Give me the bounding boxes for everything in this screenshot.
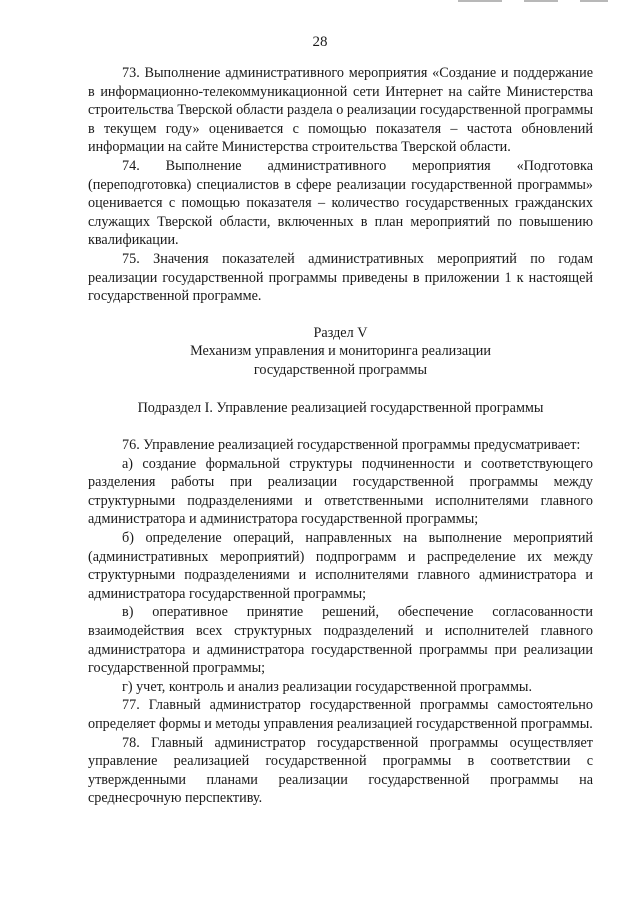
paragraph-74: 74. Выполнение административного мероприятия «Подготовка (переподготовка) специалистов в сфере реализации государственной программы» оценивается с помощью показателя – количество государственных гражданских служащих Тверской области, включенных в план мероприятий по повышению квалификации.: [88, 157, 593, 249]
subsection-title: Подраздел I. Управление реализацией государственной программы: [137, 399, 544, 416]
list-item-g: г) учет, контроль и анализ реализации государственной программы.: [122, 678, 533, 695]
paragraph-75: 75. Значения показателей административных мероприятий по годам реализации государственной программы приведены в приложении 1 к настоящей государственной программе.: [88, 250, 593, 305]
document-body: [88, 64, 593, 808]
header-scan-marks: [458, 0, 608, 3]
section-title-line-2: государственной программы: [253, 361, 428, 378]
list-item-v: в) оперативное принятие решений, обеспечение согласованности взаимодействия всех структурных подразделений и исполнителей главного администратора и администратора государственной программы при реализации государственной программы;: [88, 604, 593, 677]
page-number: 28: [312, 34, 328, 50]
section-heading: [88, 324, 593, 380]
paragraph-78: 78. Главный администратор государственной программы осуществляет управление реализацией государственной программы в соответствии с утвержденными планами реализации государственной программы на среднесрочную перспективу.: [88, 734, 593, 807]
paragraph-76: 76. Управление реализацией государственной программы предусматривает:: [122, 437, 581, 454]
section-number: Раздел V: [313, 324, 368, 341]
paragraph-73: 73. Выполнение административного мероприятия «Создание и поддержание в информационно-телекоммуникационной сети Интернет на сайте Министерства строительства Тверской области раздела о реализации государственной программы в текущем году» оценивается с помощью показателя – частота обновлений информации на сайте Министерства строительства Тверской области.: [88, 65, 593, 156]
paragraph-77: 77. Главный администратор государственной программы самостоятельно определяет формы и методы управления реализацией государственной программы.: [88, 697, 593, 732]
section-title-line-1: Механизм управления и мониторинга реализации: [190, 343, 491, 360]
list-item-a: а) создание формальной структуры подчиненности и соответствующего разделения работы при реализации государственной программы между структурными подразделениями и ответственными исполнителями главного администратора и администратора государственной программы;: [88, 455, 593, 528]
list-item-b: б) определение операций, направленных на выполнение мероприятий (административных мероприятий) подпрограмм и распределение их между структурными подразделениями и исполнителями главного администратора и администратора государственной программы;: [88, 530, 593, 602]
